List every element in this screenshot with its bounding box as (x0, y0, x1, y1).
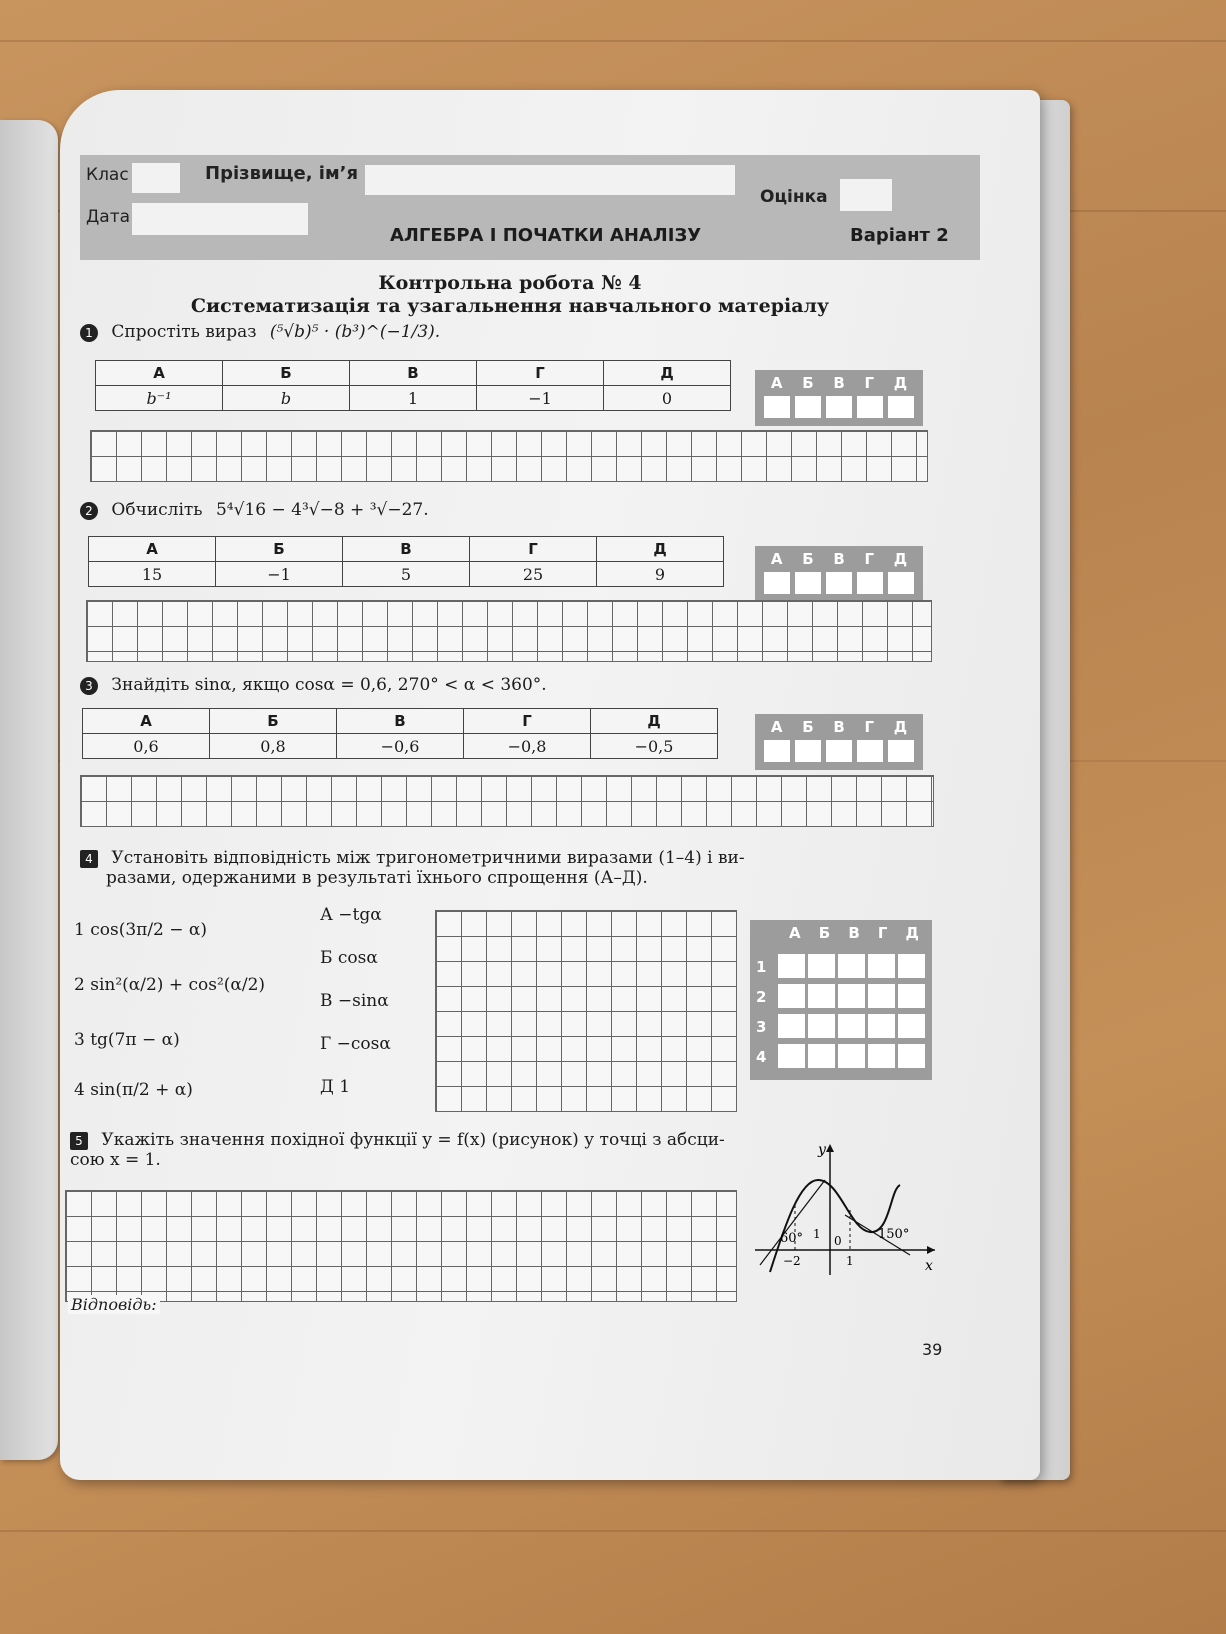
answer-cell[interactable] (888, 396, 914, 418)
tangent-line-1 (760, 1180, 825, 1265)
expression-1: 1 cos(3π/2 − α) (74, 920, 208, 940)
matching-cell[interactable] (808, 1014, 835, 1038)
question-number: 2 (80, 502, 98, 520)
option-letter: В (350, 361, 477, 386)
origin-label: 0 (834, 1234, 842, 1248)
question-text-line1: Укажіть значення похідної функції y = f(x) (рисунок) у точці з абсци- (101, 1130, 725, 1150)
test-subtitle: Систематизація та узагальнення навчального матеріалу (190, 295, 830, 317)
workbook-page (60, 90, 1040, 1480)
date-field[interactable] (132, 203, 308, 235)
answer-letter: В (848, 924, 860, 942)
option-value: b⁻¹ (96, 386, 223, 411)
matching-cell[interactable] (778, 984, 805, 1008)
answer-letter: Д (893, 718, 908, 736)
work-grid-5[interactable] (65, 1190, 737, 1302)
answer-letter: Г (864, 718, 875, 736)
answer-cell[interactable] (826, 740, 852, 762)
matching-cell[interactable] (898, 1014, 925, 1038)
option-value: −0,5 (591, 734, 718, 759)
answer-letter: Г (864, 374, 875, 392)
answer-letter: Д (893, 374, 908, 392)
row-label: 1 (756, 958, 767, 976)
page-number: 39 (922, 1340, 943, 1359)
expression-4: 4 sin(π/2 + α) (74, 1080, 193, 1100)
answer-box-2 (755, 546, 923, 602)
angle-150: 150° (878, 1227, 910, 1242)
answer-cell[interactable] (764, 740, 790, 762)
option-letter: А (83, 709, 210, 734)
question-text-line2: сою x = 1. (70, 1150, 161, 1170)
name-field[interactable] (365, 165, 735, 195)
result-g: Г −cosα (320, 1034, 391, 1054)
result-v: В −sinα (320, 991, 389, 1011)
question-formula: (⁵√b)⁵ · (b³)^(−1/3). (269, 322, 441, 342)
tick-x-minus-2: −2 (783, 1254, 801, 1268)
class-field[interactable] (132, 163, 180, 193)
work-grid-1[interactable] (90, 430, 928, 482)
x-axis-arrow (927, 1246, 935, 1254)
matching-cell[interactable] (808, 984, 835, 1008)
matching-cell[interactable] (838, 954, 865, 978)
option-letter: Б (223, 361, 350, 386)
answer-letter: В (833, 550, 845, 568)
option-value: −1 (477, 386, 604, 411)
y-axis-arrow (826, 1144, 834, 1152)
subject-title: АЛГЕБРА І ПОЧАТКИ АНАЛІЗУ (390, 225, 702, 246)
angle-60: 60° (780, 1231, 804, 1246)
option-letter: Г (477, 361, 604, 386)
option-value: 1 (350, 386, 477, 411)
answer-letter: В (833, 718, 845, 736)
matching-cell[interactable] (808, 1044, 835, 1068)
question-text: Спростіть вираз (111, 322, 257, 342)
question-text: Обчисліть (111, 500, 203, 520)
answer-cell[interactable] (764, 396, 790, 418)
options-table-3 (82, 708, 718, 759)
option-letter: Д (604, 361, 731, 386)
grade-field[interactable] (840, 179, 892, 211)
grade-label: Оцінка (760, 187, 828, 207)
answer-letter: Б (818, 924, 831, 942)
y-label: y (818, 1142, 826, 1158)
option-value: b (223, 386, 350, 411)
option-value: 0 (604, 386, 731, 411)
question-2 (80, 500, 429, 520)
answer-letter: Г (877, 924, 888, 942)
answer-cell[interactable] (888, 572, 914, 594)
option-letter: Б (210, 709, 337, 734)
matching-cell[interactable] (808, 954, 835, 978)
question-1 (80, 322, 440, 342)
question-3 (80, 675, 547, 695)
answer-cell[interactable] (857, 396, 883, 418)
answer-cell[interactable] (795, 396, 821, 418)
option-letter: Д (597, 537, 724, 562)
answer-letter: Б (802, 550, 814, 568)
question-text-line2: разами, одержаними в результаті їхнього спрощення (А–Д). (106, 868, 648, 888)
row-label: 2 (756, 988, 767, 1006)
question-number: 5 (70, 1132, 88, 1150)
option-letter: А (96, 361, 223, 386)
answer-cell[interactable] (826, 572, 852, 594)
work-grid-3[interactable] (80, 775, 934, 827)
answer-letter: Г (864, 550, 875, 568)
result-b: Б cosα (320, 948, 378, 968)
option-letter: А (89, 537, 216, 562)
option-value: 9 (597, 562, 724, 587)
name-label: Прізвище, ім’я (205, 163, 359, 184)
matching-cell[interactable] (898, 984, 925, 1008)
answer-cell[interactable] (888, 740, 914, 762)
matching-cell[interactable] (868, 954, 895, 978)
question-5 (70, 1130, 725, 1170)
class-label: Клас (86, 165, 129, 185)
answer-letter: А (770, 718, 783, 736)
question-4 (80, 848, 745, 888)
option-value: −0,6 (337, 734, 464, 759)
option-letter: Г (470, 537, 597, 562)
matching-answer-box (750, 920, 932, 1080)
date-label: Дата (86, 207, 131, 227)
option-letter: В (343, 537, 470, 562)
question-number: 1 (80, 324, 98, 342)
option-letter: Д (591, 709, 718, 734)
result-d: Д 1 (320, 1077, 351, 1097)
answer-label: Відповідь: (68, 1295, 160, 1314)
function-graph (750, 1140, 940, 1280)
expression-3: 3 tg(7π − α) (74, 1030, 180, 1050)
answer-cell[interactable] (857, 740, 883, 762)
matching-cell[interactable] (868, 1014, 895, 1038)
options-table-2 (88, 536, 724, 587)
expression-2: 2 sin²(α/2) + cos²(α/2) (74, 975, 266, 995)
answer-letter: Д (905, 924, 919, 942)
x-label: x (925, 1258, 933, 1274)
answer-letter: В (833, 374, 845, 392)
answer-cell[interactable] (795, 740, 821, 762)
matching-cell[interactable] (868, 984, 895, 1008)
question-number: 4 (80, 850, 98, 868)
matching-cell[interactable] (778, 1044, 805, 1068)
matching-cell[interactable] (868, 1044, 895, 1068)
row-label: 4 (756, 1048, 767, 1066)
answer-box-1 (755, 370, 923, 426)
matching-cell[interactable] (838, 1044, 865, 1068)
option-value: 5 (343, 562, 470, 587)
answer-cell[interactable] (826, 396, 852, 418)
option-value: 0,6 (83, 734, 210, 759)
option-value: 15 (89, 562, 216, 587)
answer-letter: Б (802, 718, 814, 736)
tick-x-1: 1 (846, 1254, 854, 1268)
matching-cell[interactable] (898, 1044, 925, 1068)
matching-cell[interactable] (778, 1014, 805, 1038)
matching-cell[interactable] (778, 954, 805, 978)
answer-box-3 (755, 714, 923, 770)
answer-letter: А (770, 550, 783, 568)
result-a: А −tgα (320, 905, 382, 925)
option-value: −0,8 (464, 734, 591, 759)
answer-letter: А (789, 924, 801, 942)
option-letter: Г (464, 709, 591, 734)
question-number: 3 (80, 677, 98, 695)
matching-cell[interactable] (898, 954, 925, 978)
variant-label: Варіант 2 (850, 225, 949, 246)
question-text: Знайдіть sinα, якщо cosα = 0,6, 270° < α < 360°. (111, 675, 547, 695)
answer-cell[interactable] (795, 572, 821, 594)
option-value: 0,8 (210, 734, 337, 759)
test-title: Контрольна робота № 4 (378, 272, 642, 294)
question-formula: 5⁴√16 − 4³√−8 + ³√−27. (215, 500, 429, 520)
row-label: 3 (756, 1018, 767, 1036)
answer-letter: Д (893, 550, 908, 568)
question-text-line1: Установіть відповідність між тригонометричними виразами (1–4) і ви- (111, 848, 745, 868)
header-band (80, 155, 980, 260)
tick-y-1: 1 (813, 1227, 821, 1241)
work-grid-2[interactable] (86, 600, 932, 662)
answer-letter: А (770, 374, 783, 392)
work-grid-4[interactable] (435, 910, 737, 1112)
option-value: −1 (216, 562, 343, 587)
matching-cell[interactable] (838, 1014, 865, 1038)
answer-cell[interactable] (764, 572, 790, 594)
option-letter: Б (216, 537, 343, 562)
answer-cell[interactable] (857, 572, 883, 594)
options-table-1 (95, 360, 731, 411)
option-letter: В (337, 709, 464, 734)
matching-cell[interactable] (838, 984, 865, 1008)
previous-page-edge (0, 120, 58, 1460)
option-value: 25 (470, 562, 597, 587)
answer-letter: Б (802, 374, 814, 392)
